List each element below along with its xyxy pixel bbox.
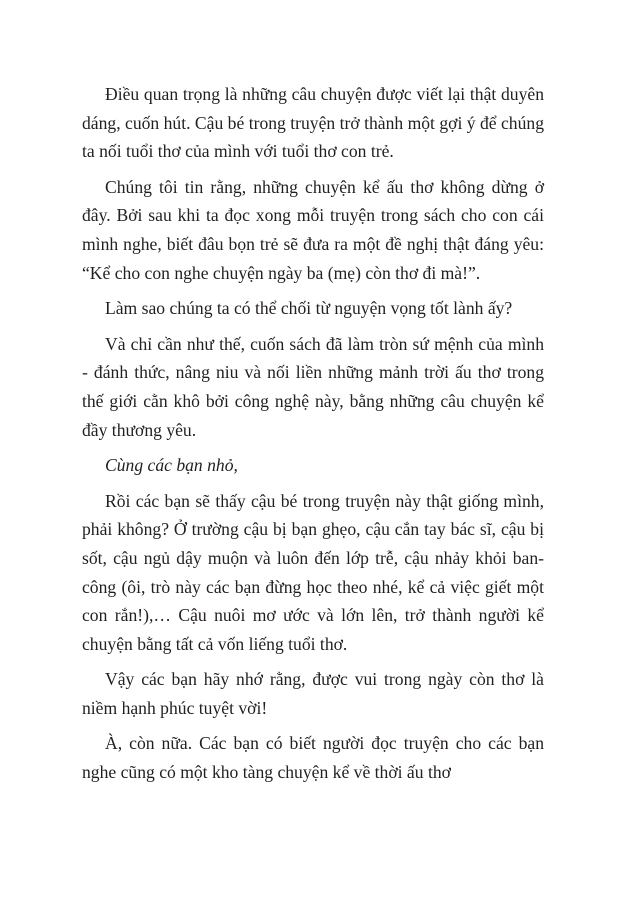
- paragraph-mission: Và chỉ cần như thế, cuốn sách đã làm tròn sứ mệnh của mình - đánh thức, nâng niu và nối liền những mảnh trời ấu thơ trong thế giới cằn khô bởi công nghệ này, bằng những câu chuyện kể đầy thương yêu.: [82, 333, 544, 440]
- paragraph-greeting: Cùng các bạn nhỏ,: [105, 455, 238, 476]
- paragraph-belief: Chúng tôi tin rằng, những chuyện kể ấu thơ không dừng ở đây. Bởi sau khi ta đọc xong mỗi truyện trong sách cho con cái mình nghe, biết đâu bọn trẻ sẽ đưa ra một đề nghị thật đáng yêu: “Kể cho con nghe chuyện ngày ba (mẹ) còn thơ đi mà!”.: [82, 176, 544, 283]
- document-page: [82, 80, 544, 794]
- paragraph-boy-story: Rồi các bạn sẽ thấy cậu bé trong truyện này thật giống mình, phải không? Ở trường cậu bị bạn ghẹo, cậu cắn tay bác sĩ, cậu bị sốt, cậu ngủ dậy muộn và luôn đến lớp trễ, cậu nhảy khỏi ban-công (ôi, trò này các bạn đừng học theo nhé, kể cả việc giết một con rắn!),… Cậu nuôi mơ ước và lớn lên, trở thành người kể chuyện bằng tất cả vốn liếng tuổi thơ.: [82, 490, 544, 654]
- paragraph-intro: Điều quan trọng là những câu chuyện được viết lại thật duyên dáng, cuốn hút. Cậu bé trong truyện trở thành một gợi ý để chúng ta nối tuổi thơ của mình với tuổi thơ con trẻ.: [82, 84, 544, 162]
- paragraph-question: Làm sao chúng ta có thể chối từ nguyện vọng tốt lành ấy?: [105, 298, 513, 319]
- paragraph-remember: Vậy các bạn hãy nhớ rằng, được vui trong ngày còn thơ là niềm hạnh phúc tuyệt vời!: [82, 669, 544, 718]
- paragraph-more: À, còn nữa. Các bạn có biết người đọc truyện cho các bạn nghe cũng có một kho tàng chuyện kể về thời ấu thơ: [82, 733, 544, 783]
